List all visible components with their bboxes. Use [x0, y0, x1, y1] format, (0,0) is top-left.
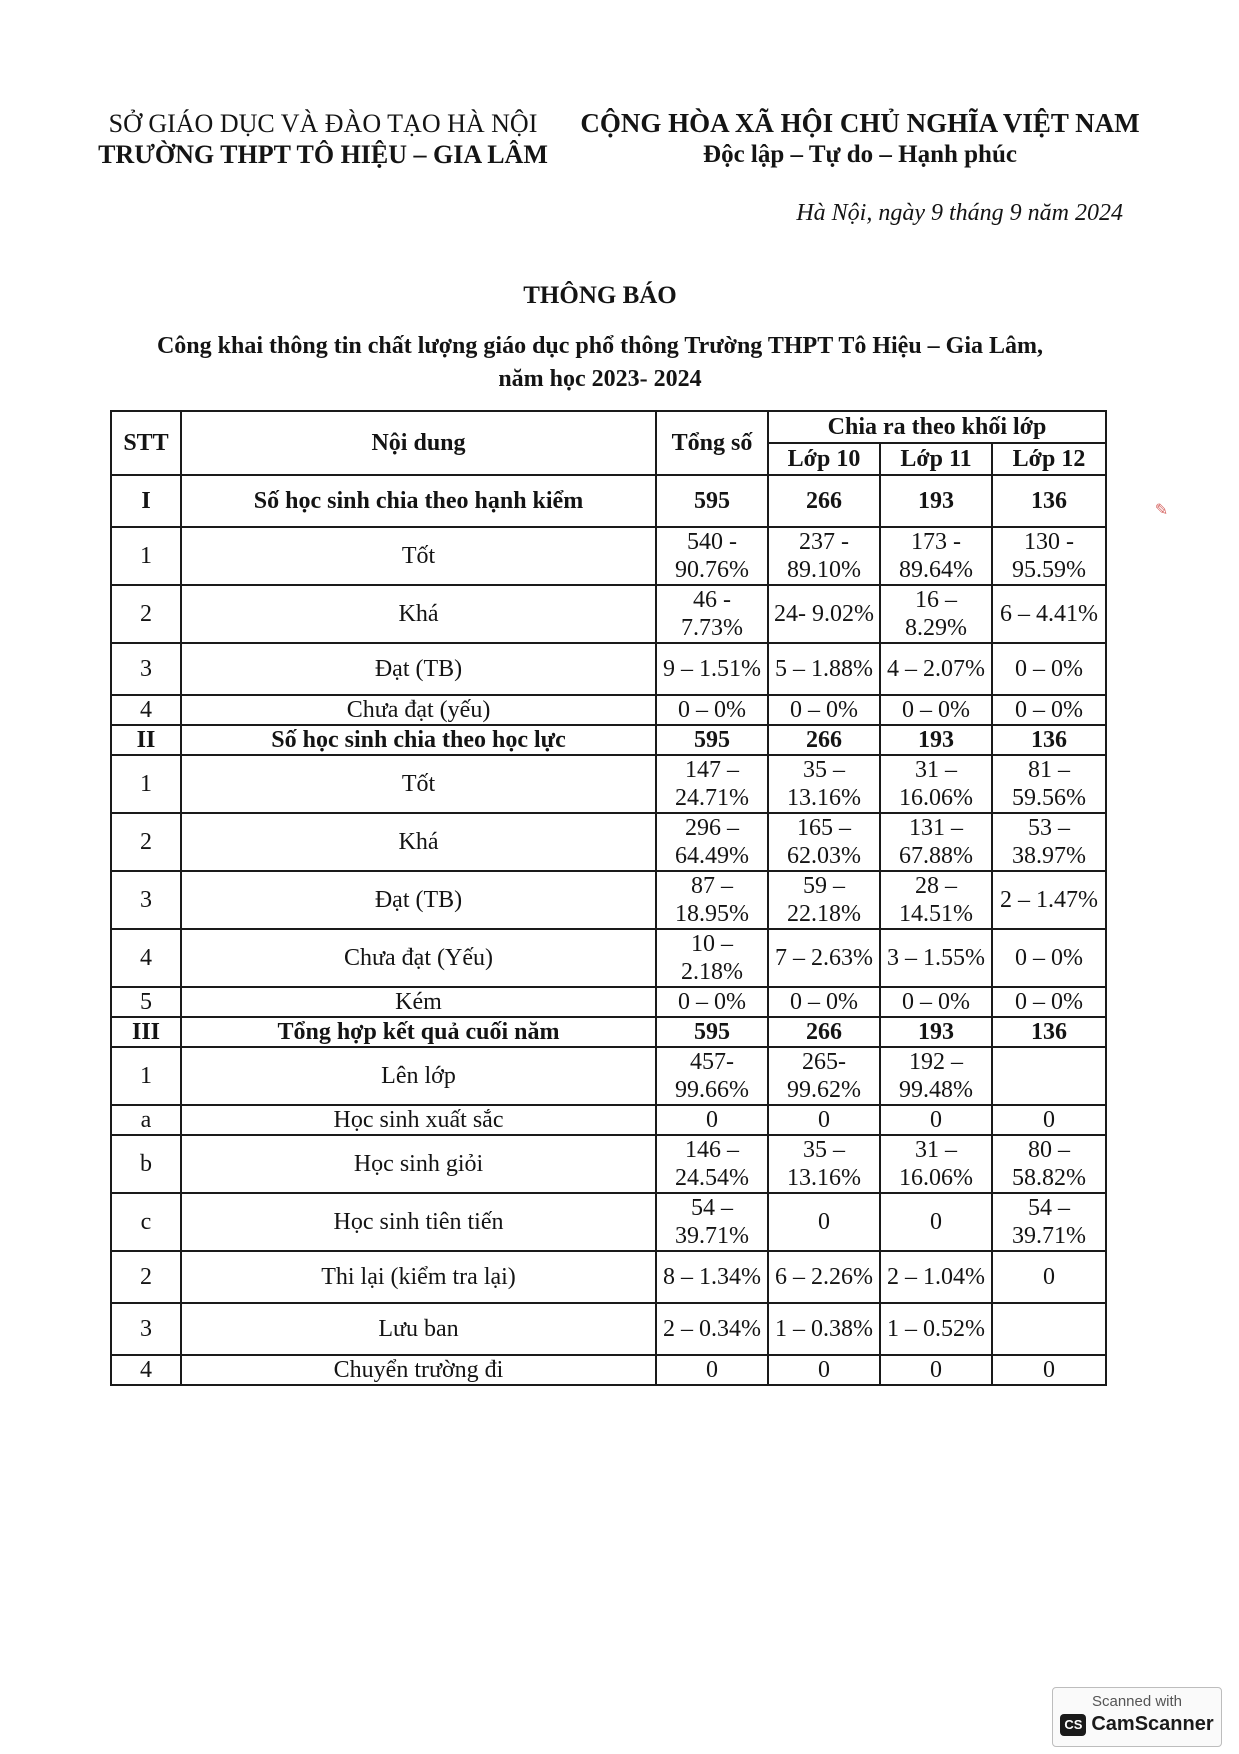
cell-grade-11: 0 [880, 1193, 992, 1251]
cell-content: Đạt (TB) [181, 871, 656, 929]
cell-grade-10: 265- 99.62% [768, 1047, 880, 1105]
cell-content: Kém [181, 987, 656, 1017]
document-subtitle [100, 330, 1100, 396]
cell-content: Tổng hợp kết quả cuối năm [181, 1017, 656, 1047]
cell-total: 540 - 90.76% [656, 527, 768, 585]
cell-grade-11: 4 – 2.07% [880, 643, 992, 695]
cell-stt: 3 [111, 643, 181, 695]
scanned-with-label: Scanned with [1091, 1693, 1183, 1710]
camscanner-watermark [1052, 1687, 1222, 1747]
cell-grade-10: 266 [768, 475, 880, 527]
cell-stt: 2 [111, 1251, 181, 1303]
cell-stt: 3 [111, 871, 181, 929]
cell-grade-12: 6 – 4.41% [992, 585, 1106, 643]
cell-content: Tốt [181, 755, 656, 813]
cell-grade-12: 130 - 95.59% [992, 527, 1106, 585]
cell-grade-11: 31 – 16.06% [880, 755, 992, 813]
camscanner-name: CamScanner [1091, 1713, 1214, 1735]
cell-grade-11: 31 – 16.06% [880, 1135, 992, 1193]
cell-content: Chưa đạt (Yếu) [181, 929, 656, 987]
cell-grade-11: 0 [880, 1355, 992, 1385]
cell-grade-11: 193 [880, 725, 992, 755]
cell-grade-12: 53 – 38.97% [992, 813, 1106, 871]
cell-grade-11: 173 - 89.64% [880, 527, 992, 585]
cell-total: 0 – 0% [656, 987, 768, 1017]
cell-grade-11: 193 [880, 475, 992, 527]
cell-stt: c [111, 1193, 181, 1251]
cell-grade-12: 0 [992, 1105, 1106, 1135]
cell-grade-10: 5 – 1.88% [768, 643, 880, 695]
table-row [111, 695, 1106, 725]
department-name: SỞ GIÁO DỤC VÀ ĐÀO TẠO HÀ NỘI [108, 109, 538, 138]
cell-grade-12: 136 [992, 725, 1106, 755]
cell-total: 10 – 2.18% [656, 929, 768, 987]
cell-stt: II [111, 725, 181, 755]
cell-grade-12: 0 – 0% [992, 929, 1106, 987]
cell-total: 0 [656, 1105, 768, 1135]
cell-total: 0 – 0% [656, 695, 768, 725]
section-row [111, 1017, 1106, 1047]
issuer-block [96, 108, 550, 170]
country-name: CỘNG HÒA XÃ HỘI CHỦ NGHĨA VIỆT NAM [580, 108, 1140, 138]
col-header-content: Nội dung [181, 411, 656, 475]
cell-grade-11: 1 – 0.52% [880, 1303, 992, 1355]
cell-grade-10: 24- 9.02% [768, 585, 880, 643]
cell-content: Thi lại (kiểm tra lại) [181, 1251, 656, 1303]
cell-total: 595 [656, 1017, 768, 1047]
cell-grade-10: 266 [768, 725, 880, 755]
cell-content: Học sinh tiên tiến [181, 1193, 656, 1251]
cell-total: 595 [656, 475, 768, 527]
table-row [111, 755, 1106, 813]
col-header-grade-11: Lớp 11 [880, 443, 992, 475]
document-title: THÔNG BÁO [523, 282, 677, 309]
cell-grade-11: 131 – 67.88% [880, 813, 992, 871]
table-header-row [111, 411, 1106, 443]
national-motto-block [580, 108, 1140, 170]
section-row [111, 475, 1106, 527]
cell-stt: 5 [111, 987, 181, 1017]
cell-grade-12: 0 – 0% [992, 987, 1106, 1017]
cell-stt: 3 [111, 1303, 181, 1355]
table-row [111, 527, 1106, 585]
cell-grade-12: 0 – 0% [992, 643, 1106, 695]
cell-stt: 2 [111, 813, 181, 871]
cell-content: Chưa đạt (yếu) [181, 695, 656, 725]
cell-grade-10: 0 [768, 1355, 880, 1385]
table-row [111, 1193, 1106, 1251]
cell-stt: b [111, 1135, 181, 1193]
red-stamp-fragment: ✎ [1152, 500, 1171, 519]
cell-total: 595 [656, 725, 768, 755]
col-header-grade-12: Lớp 12 [992, 443, 1106, 475]
cell-content: Khá [181, 813, 656, 871]
school-name: TRƯỜNG THPT TÔ HIỆU – GIA LÂM [98, 140, 548, 169]
table-row [111, 987, 1106, 1017]
cell-total: 46 - 7.73% [656, 585, 768, 643]
cell-grade-12: 2 – 1.47% [992, 871, 1106, 929]
cell-grade-10: 1 – 0.38% [768, 1303, 880, 1355]
cell-stt: 4 [111, 695, 181, 725]
cell-content: Chuyển trường đi [181, 1355, 656, 1385]
cell-grade-10: 59 – 22.18% [768, 871, 880, 929]
document-date: Hà Nội, ngày 9 tháng 9 năm 2024 [796, 200, 1123, 226]
cell-grade-12: 80 – 58.82% [992, 1135, 1106, 1193]
cell-grade-11: 16 – 8.29% [880, 585, 992, 643]
table-row [111, 1047, 1106, 1105]
table-row [111, 585, 1106, 643]
cell-content: Số học sinh chia theo hạnh kiểm [181, 475, 656, 527]
cell-grade-12: 0 – 0% [992, 695, 1106, 725]
cell-stt: a [111, 1105, 181, 1135]
col-header-grade-10: Lớp 10 [768, 443, 880, 475]
cell-grade-11: 192 – 99.48% [880, 1047, 992, 1105]
cell-grade-10: 7 – 2.63% [768, 929, 880, 987]
table-row [111, 1105, 1106, 1135]
cell-content: Khá [181, 585, 656, 643]
table-row [111, 643, 1106, 695]
cell-grade-11: 193 [880, 1017, 992, 1047]
table-row [111, 871, 1106, 929]
cell-stt: 2 [111, 585, 181, 643]
cell-grade-11: 3 – 1.55% [880, 929, 992, 987]
cell-total: 0 [656, 1355, 768, 1385]
table-row [111, 1135, 1106, 1193]
table-row [111, 1355, 1106, 1385]
cell-grade-11: 0 – 0% [880, 987, 992, 1017]
cell-grade-12: 0 [992, 1355, 1106, 1385]
cell-content: Lên lớp [181, 1047, 656, 1105]
cell-total: 54 – 39.71% [656, 1193, 768, 1251]
cell-total: 147 – 24.71% [656, 755, 768, 813]
section-row [111, 725, 1106, 755]
cell-stt: 4 [111, 929, 181, 987]
cell-stt: 1 [111, 527, 181, 585]
cell-content: Đạt (TB) [181, 643, 656, 695]
cell-grade-10: 0 [768, 1193, 880, 1251]
col-header-total: Tổng số [656, 411, 768, 475]
cell-content: Lưu ban [181, 1303, 656, 1355]
subtitle-line-1: Công khai thông tin chất lượng giáo dục phổ thông Trường THPT Tô Hiệu – Gia Lâm, [156, 333, 1044, 359]
cell-grade-11: 2 – 1.04% [880, 1251, 992, 1303]
cell-grade-12: 136 [992, 475, 1106, 527]
table-row [111, 929, 1106, 987]
cell-grade-12: 81 – 59.56% [992, 755, 1106, 813]
cell-total: 2 – 0.34% [656, 1303, 768, 1355]
cell-grade-10: 165 – 62.03% [768, 813, 880, 871]
cell-grade-10: 35 – 13.16% [768, 755, 880, 813]
cell-grade-10: 0 – 0% [768, 695, 880, 725]
cell-grade-10: 6 – 2.26% [768, 1251, 880, 1303]
table-row [111, 1251, 1106, 1303]
table-row [111, 1303, 1106, 1355]
motto: Độc lập – Tự do – Hạnh phúc [703, 141, 1017, 168]
results-table [110, 410, 1107, 1386]
cell-stt: III [111, 1017, 181, 1047]
cell-total: 9 – 1.51% [656, 643, 768, 695]
cell-grade-10: 266 [768, 1017, 880, 1047]
cell-content: Số học sinh chia theo học lực [181, 725, 656, 755]
cell-stt: I [111, 475, 181, 527]
cell-grade-12: 0 [992, 1251, 1106, 1303]
cell-total: 8 – 1.34% [656, 1251, 768, 1303]
cell-content: Học sinh giỏi [181, 1135, 656, 1193]
cell-total: 457- 99.66% [656, 1047, 768, 1105]
cell-grade-10: 237 - 89.10% [768, 527, 880, 585]
cell-grade-10: 0 – 0% [768, 987, 880, 1017]
cell-total: 146 – 24.54% [656, 1135, 768, 1193]
cell-stt: 1 [111, 1047, 181, 1105]
cell-stt: 4 [111, 1355, 181, 1385]
cell-grade-12: 54 – 39.71% [992, 1193, 1106, 1251]
col-header-group: Chia ra theo khối lớp [768, 411, 1106, 443]
cell-grade-11: 0 – 0% [880, 695, 992, 725]
cell-content: Tốt [181, 527, 656, 585]
cell-total: 296 – 64.49% [656, 813, 768, 871]
cell-grade-12 [992, 1303, 1106, 1355]
cell-stt: 1 [111, 755, 181, 813]
cell-total: 87 – 18.95% [656, 871, 768, 929]
cell-grade-11: 0 [880, 1105, 992, 1135]
subtitle-line-2: năm học 2023- 2024 [498, 366, 702, 392]
col-header-stt: STT [111, 411, 181, 475]
cell-grade-12 [992, 1047, 1106, 1105]
camscanner-logo-icon: CS [1060, 1714, 1086, 1736]
cell-content: Học sinh xuất sắc [181, 1105, 656, 1135]
cell-grade-11: 28 – 14.51% [880, 871, 992, 929]
table-row [111, 813, 1106, 871]
cell-grade-12: 136 [992, 1017, 1106, 1047]
cell-grade-10: 0 [768, 1105, 880, 1135]
cell-grade-10: 35 – 13.16% [768, 1135, 880, 1193]
